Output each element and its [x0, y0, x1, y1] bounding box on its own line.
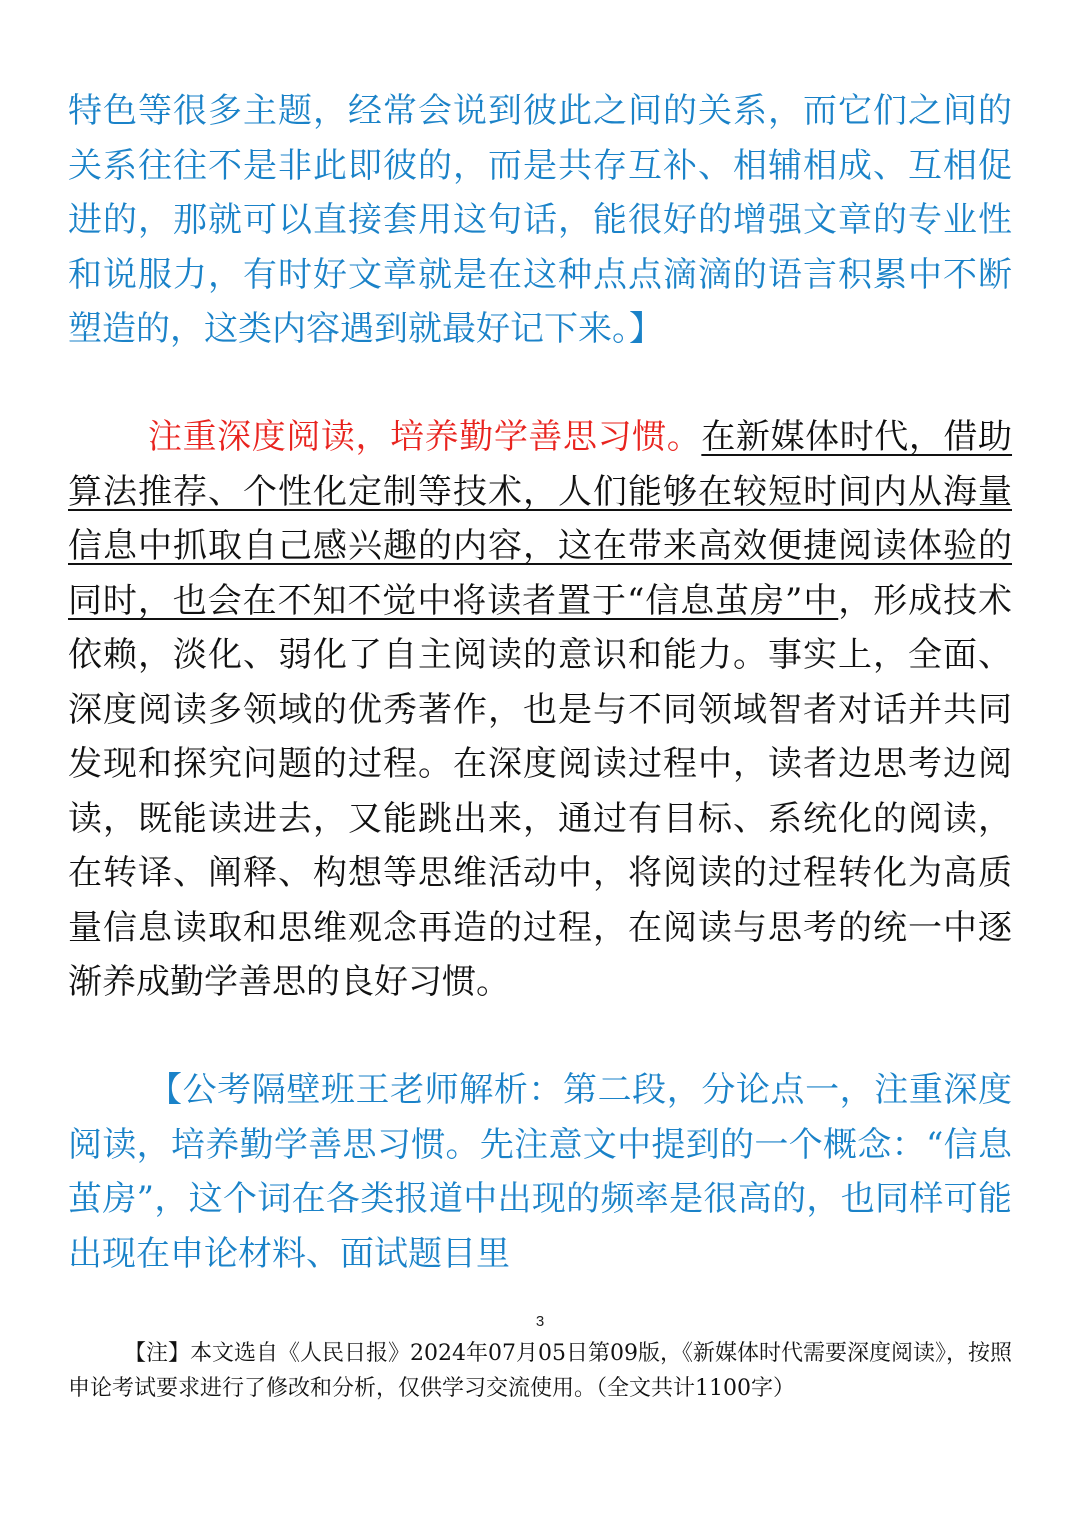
- body-text: ，形成技术依赖，淡化、弱化了自主阅读的意识和能力。事实上，全面、深度阅读多领域的优秀著作，也是与不同领域智者对话并共同发现和探究问题的过程。在深度阅读过程中，读者边思考边阅读，既能读进去，又能跳出来，通过有目标、系统化的阅读，在转译、阐释、构想等思维活动中，将阅读的过程转化为高质量信息读取和思维观念再造的过程，在阅读与思考的统一中逐渐养成勤学善思的良好习惯。: [68, 580, 1013, 1002]
- page-number: 3: [535, 1313, 545, 1330]
- footnote-text: 【注】本文选自《人民日报》2024年07月05日第09版，《新媒体时代需要深度阅读》，按照申论考试要求进行了修改和分析，仅供学习交流使用。（全文共计1100字）: [68, 1341, 1012, 1401]
- commentary-text: 特色等很多主题，经常会说到彼此之间的关系，而它们之间的关系往往不是非此即彼的，而是共存互补、相辅相成、互相促进的，那就可以直接套用这句话，能很好的增强文章的专业性和说服力，有时好文章就是在这种点点滴滴的语言积累中不断塑造的，这类内容遇到就最好记下来。】: [68, 91, 1012, 349]
- teacher-commentary-text: 【公考隔壁班王老师解析：第二段，分论点一，注重深度阅读，培养勤学善思习惯。先注意文中提到的一个概念：“信息茧房”，这个词在各类报道中出现的频率是很高的，也同样可能出现在申论材料、面试题目里: [68, 1070, 1012, 1274]
- section-paragraph: [68, 410, 1012, 1010]
- footnote: [68, 1336, 1012, 1406]
- section-heading: 注重深度阅读，培养勤学善思习惯。: [148, 417, 702, 457]
- commentary-paragraph: [68, 84, 1012, 357]
- teacher-commentary-paragraph: [68, 1063, 1012, 1281]
- underlined-body-text: 在新媒体时代，借助算法推荐、个性化定制等技术，人们能够在较短时间内从海量信息中抓取自己感兴趣的内容，这在带来高效便捷阅读体验的同时，也会在不知不觉中将读者置于“信息茧房”中: [68, 417, 1013, 621]
